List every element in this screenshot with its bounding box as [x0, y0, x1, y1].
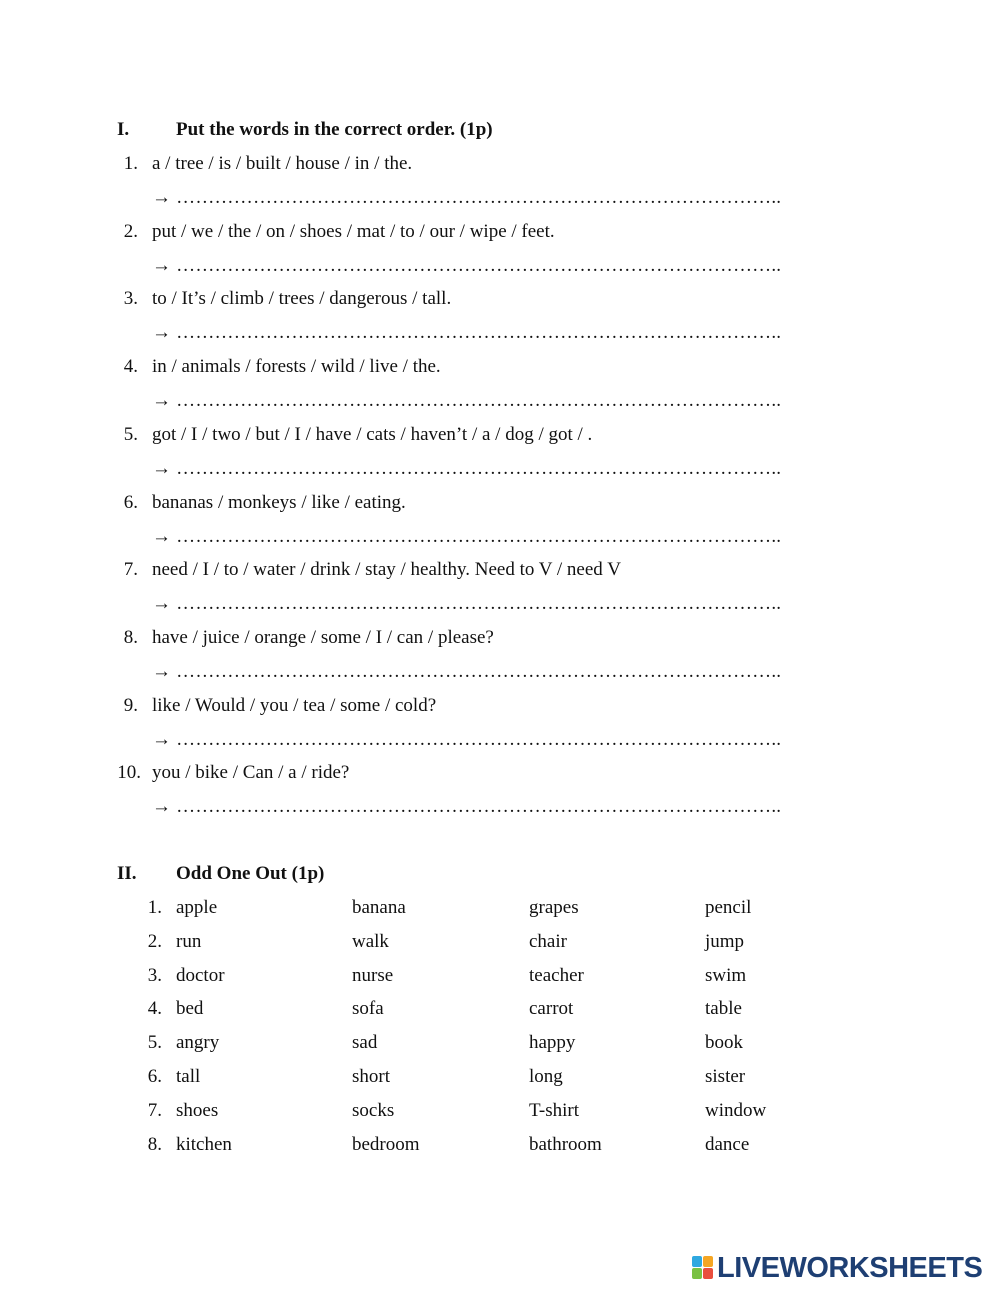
- odd-word-option[interactable]: nurse: [352, 965, 394, 986]
- logo-block: [692, 1256, 702, 1267]
- odd-row-number: 4.: [147, 998, 162, 1019]
- question-words: got / I / two / but / I / have / cats / haven’t / a / dog / got / .: [152, 424, 593, 445]
- odd-word-option[interactable]: angry: [176, 1032, 220, 1053]
- odd-word-option[interactable]: table: [705, 998, 742, 1019]
- question-number: 4.: [123, 356, 138, 377]
- odd-word-option[interactable]: dance: [705, 1134, 750, 1155]
- question-number: 7.: [123, 559, 138, 580]
- logo-blocks-icon: [692, 1256, 714, 1280]
- question-number: 6.: [123, 492, 138, 513]
- odd-word-option[interactable]: kitchen: [176, 1134, 232, 1155]
- odd-word-option[interactable]: swim: [705, 965, 747, 986]
- odd-word-option[interactable]: carrot: [529, 998, 574, 1019]
- odd-word-option[interactable]: book: [705, 1032, 743, 1053]
- odd-word-option[interactable]: sofa: [352, 998, 384, 1019]
- odd-word-option[interactable]: pencil: [705, 897, 752, 918]
- answer-line[interactable]: → …………………………………………………………………………………..: [152, 593, 782, 614]
- odd-word-option[interactable]: walk: [352, 931, 389, 952]
- odd-row-number: 8.: [147, 1134, 162, 1155]
- answer-line[interactable]: → …………………………………………………………………………………..: [152, 187, 782, 208]
- odd-word-option[interactable]: T-shirt: [529, 1100, 579, 1121]
- question-number: 10.: [117, 762, 141, 783]
- odd-word-option[interactable]: short: [352, 1066, 390, 1087]
- odd-word-option[interactable]: teacher: [529, 965, 584, 986]
- section-1-number: I.: [117, 119, 130, 140]
- odd-word-option[interactable]: long: [529, 1066, 563, 1087]
- odd-word-option[interactable]: tall: [176, 1066, 201, 1087]
- logo-block: [692, 1268, 702, 1279]
- question-words: need / I / to / water / drink / stay / healthy. Need to V / need V: [152, 559, 621, 580]
- odd-word-option[interactable]: jump: [705, 931, 745, 952]
- question-words: put / we / the / on / shoes / mat / to / our / wipe / feet.: [152, 221, 555, 242]
- question-words: you / bike / Can / a / ride?: [152, 762, 350, 783]
- answer-line[interactable]: → …………………………………………………………………………………..: [152, 458, 782, 479]
- answer-line[interactable]: → …………………………………………………………………………………..: [152, 526, 782, 547]
- logo-text: LIVEWORKSHEETS: [717, 1252, 983, 1284]
- answer-line[interactable]: → …………………………………………………………………………………..: [152, 390, 782, 411]
- liveworksheets-logo: [692, 1253, 982, 1283]
- odd-word-option[interactable]: apple: [176, 897, 218, 918]
- logo-block: [703, 1256, 713, 1267]
- question-number: 5.: [123, 424, 138, 445]
- answer-line[interactable]: → …………………………………………………………………………………..: [152, 322, 782, 343]
- odd-word-option[interactable]: window: [705, 1100, 767, 1121]
- odd-word-option[interactable]: chair: [529, 931, 567, 952]
- section-1-title: Put the words in the correct order. (1p): [176, 119, 493, 140]
- odd-word-option[interactable]: doctor: [176, 965, 225, 986]
- section-2-heading: [0, 863, 1000, 885]
- odd-word-option[interactable]: shoes: [176, 1100, 219, 1121]
- odd-word-option[interactable]: sister: [705, 1066, 746, 1087]
- question-words: a / tree / is / built / house / in / the.: [152, 153, 413, 174]
- odd-word-option[interactable]: happy: [529, 1032, 576, 1053]
- question-words: like / Would / you / tea / some / cold?: [152, 695, 437, 716]
- odd-word-option[interactable]: run: [176, 931, 202, 952]
- odd-word-option[interactable]: bed: [176, 998, 204, 1019]
- question-words: to / It’s / climb / trees / dangerous / tall.: [152, 288, 452, 309]
- question-words: in / animals / forests / wild / live / the.: [152, 356, 441, 377]
- question-number: 9.: [123, 695, 138, 716]
- section-2-title: Odd One Out (1p): [176, 863, 325, 884]
- odd-word-option[interactable]: grapes: [529, 897, 579, 918]
- section-2-number: II.: [117, 863, 137, 884]
- odd-word-option[interactable]: banana: [352, 897, 406, 918]
- question-number: 2.: [123, 221, 138, 242]
- odd-row-number: 6.: [147, 1066, 162, 1087]
- question-number: 1.: [123, 153, 138, 174]
- logo-block: [703, 1268, 713, 1279]
- odd-word-option[interactable]: bedroom: [352, 1134, 420, 1155]
- answer-line[interactable]: → …………………………………………………………………………………..: [152, 796, 782, 817]
- question-words: have / juice / orange / some / I / can / please?: [152, 627, 494, 648]
- answer-line[interactable]: → …………………………………………………………………………………..: [152, 729, 782, 750]
- section-1-heading: [0, 119, 1000, 141]
- odd-row-number: 5.: [147, 1032, 162, 1053]
- odd-row-number: 2.: [147, 931, 162, 952]
- question-number: 3.: [123, 288, 138, 309]
- odd-row-number: 1.: [147, 897, 162, 918]
- question-number: 8.: [123, 627, 138, 648]
- odd-row-number: 7.: [147, 1100, 162, 1121]
- odd-word-option[interactable]: socks: [352, 1100, 395, 1121]
- odd-row-number: 3.: [147, 965, 162, 986]
- question-words: bananas / monkeys / like / eating.: [152, 492, 406, 513]
- odd-word-option[interactable]: sad: [352, 1032, 378, 1053]
- odd-word-option[interactable]: bathroom: [529, 1134, 602, 1155]
- answer-line[interactable]: → …………………………………………………………………………………..: [152, 661, 782, 682]
- answer-line[interactable]: → …………………………………………………………………………………..: [152, 255, 782, 276]
